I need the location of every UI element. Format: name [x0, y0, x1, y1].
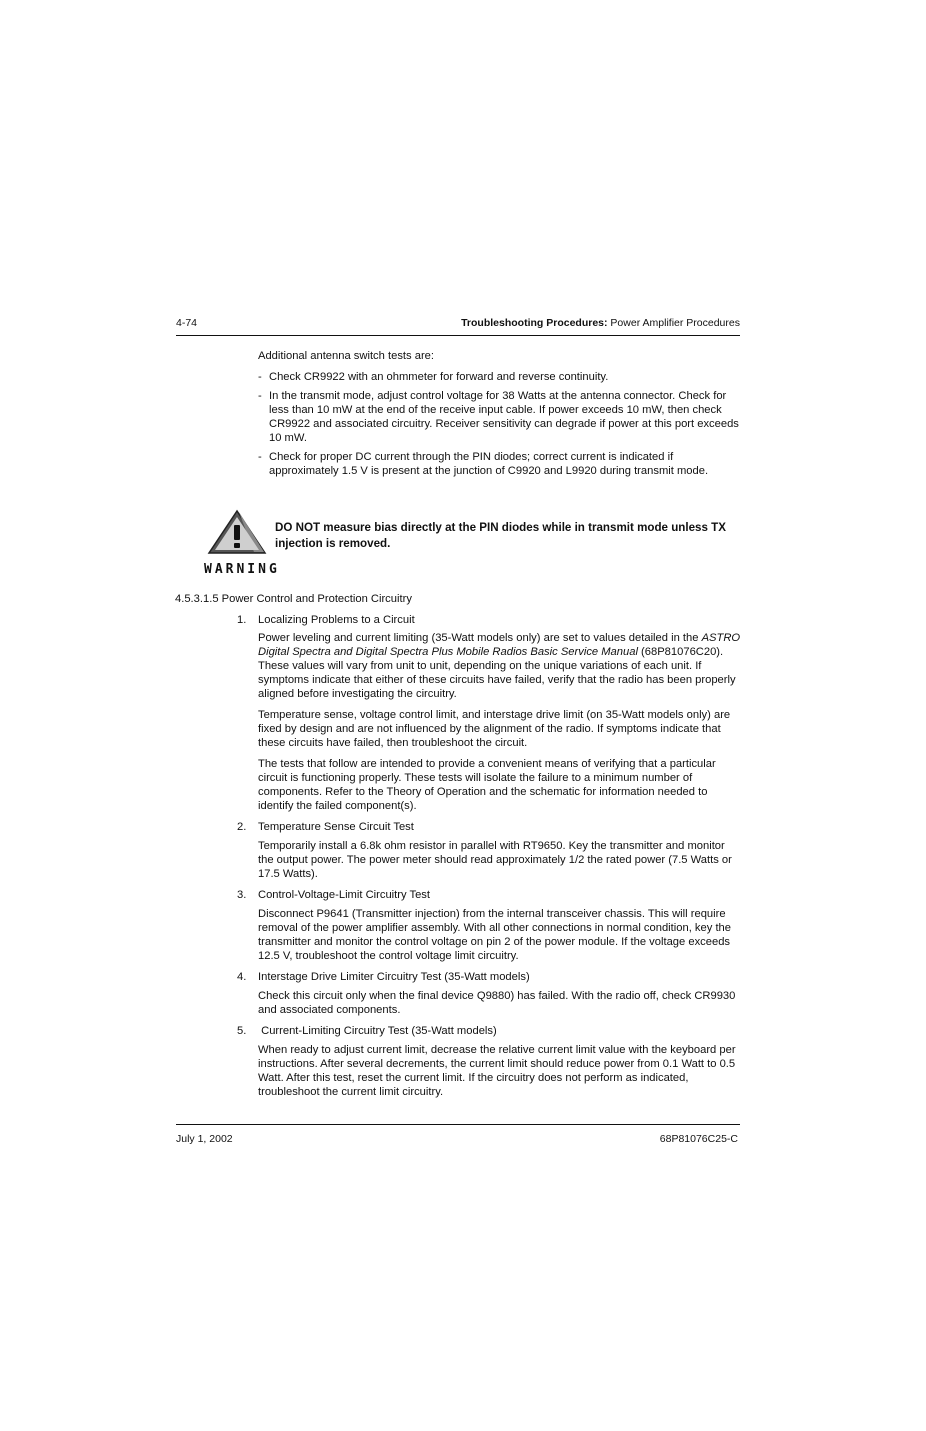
item-paragraph: When ready to adjust current limit, decrease the relative current limit value with the keyboard per instructions. After several decrements, the current limit should reduce power from 0.1 Watt to 0.5 Watt. After this test, reset the current limit. If the circuitry does not perform as indicated, troubleshoot the current limit circuitry.: [258, 1044, 736, 1098]
intro-text: Additional antenna switch tests are:: [258, 350, 434, 362]
paragraph-text: Power leveling and current limiting (35-Watt models only) are set to values detailed in the: [258, 632, 702, 644]
dash-item-text: Check CR9922 with an ohmmeter for forward and reverse continuity.: [269, 371, 609, 383]
item-paragraph: Disconnect P9641 (Transmitter injection) from the internal transceiver chassis. This will require removal of the power amplifier assembly. With all other connections in normal condition, key the transmitter and monitor the control voltage on pin 2 of the power module. If the voltage exceeds 12.5 V, troubleshoot the control voltage limit circuitry.: [258, 908, 731, 962]
dash-item-text: Check for proper DC current through the PIN diodes; correct current is indicated if approximately 1.5 V is present at the junction of C9920 and L9920 during transmit mode.: [269, 451, 709, 477]
item-title: Temperature Sense Circuit Test: [258, 821, 414, 833]
running-header-bold: Troubleshooting Procedures:: [461, 317, 608, 329]
footer-rule: [176, 1124, 740, 1125]
item-paragraph: Temporarily install a 6.8k ohm resistor in parallel with RT9650. Key the transmitter and monitor the output power. The power meter should read approximately 1/2 the rated power (7.5 Watts or 17.5 Watts).: [258, 840, 732, 880]
footer-date: July 1, 2002: [176, 1133, 233, 1145]
item-number: 2.: [237, 821, 247, 833]
section-heading: 4.5.3.1.5 Power Control and Protection Circuitry: [175, 593, 412, 605]
item-paragraph: Check this circuit only when the final device Q9880) has failed. With the radio off, check CR9930 and associated components.: [258, 990, 736, 1016]
item-title: Interstage Drive Limiter Circuitry Test (35-Watt models): [258, 971, 530, 983]
warning-label: WARNING: [204, 562, 280, 577]
item-number: 5.: [237, 1025, 247, 1037]
item-number: 1.: [237, 614, 247, 626]
item-title: Localizing Problems to a Circuit: [258, 614, 415, 626]
item-title: Current-Limiting Circuitry Test (35-Watt models): [258, 1025, 497, 1037]
dash-bullet: -: [258, 371, 262, 383]
running-header: [461, 317, 740, 329]
footer-doc-number: 68P81076C25-C: [659, 1133, 738, 1145]
warning-text: DO NOT measure bias directly at the PIN diodes while in transmit mode unless TX injection is removed.: [275, 521, 726, 550]
dash-item-text: In the transmit mode, adjust control voltage for 38 Watts at the antenna connector. Check for less than 10 mW at the end of the receive input cable. If power exceeds 10 mW, then check CR9922 and associated circuitry. Receiver sensitivity can degrade if power at this port exceeds 10 mW.: [269, 390, 739, 444]
manual-title: ASTRO Digital Spectra and Digital Spectra Plus Mobile Radios Basic Service Manual: [258, 632, 741, 658]
item-title: Control-Voltage-Limit Circuitry Test: [258, 889, 431, 901]
running-header-rest: Power Amplifier Procedures: [607, 317, 740, 329]
dash-bullet: -: [258, 390, 262, 402]
header-rule: [176, 335, 740, 336]
item-number: 3.: [237, 889, 247, 901]
item-paragraph: [258, 631, 742, 701]
page-number: 4-74: [176, 317, 198, 329]
warning-triangle-icon: [207, 508, 267, 556]
dash-bullet: -: [258, 451, 262, 463]
item-paragraph: The tests that follow are intended to provide a convenient means of verifying that a particular circuit is functioning properly. These tests will isolate the failure to a minimum number of components. Refer to the Theory of Operation and the schematic for information needed to identify the failed component(s).: [258, 758, 716, 812]
item-paragraph: Temperature sense, voltage control limit, and interstage drive limit (on 35-Watt models only) are fixed by design and are not influenced by the alignment of the radio. If symptoms indicate that these circuits have failed, then troubleshoot the circuit.: [258, 709, 731, 749]
item-number: 4.: [237, 971, 247, 983]
paragraph-text: (68P81076C20). These values will vary from unit to unit, depending on the unique variations of each unit. If symptoms indicate that either of these circuits have failed, verify that the radio has been properly aligned before investigating the circuitry.: [258, 646, 736, 700]
